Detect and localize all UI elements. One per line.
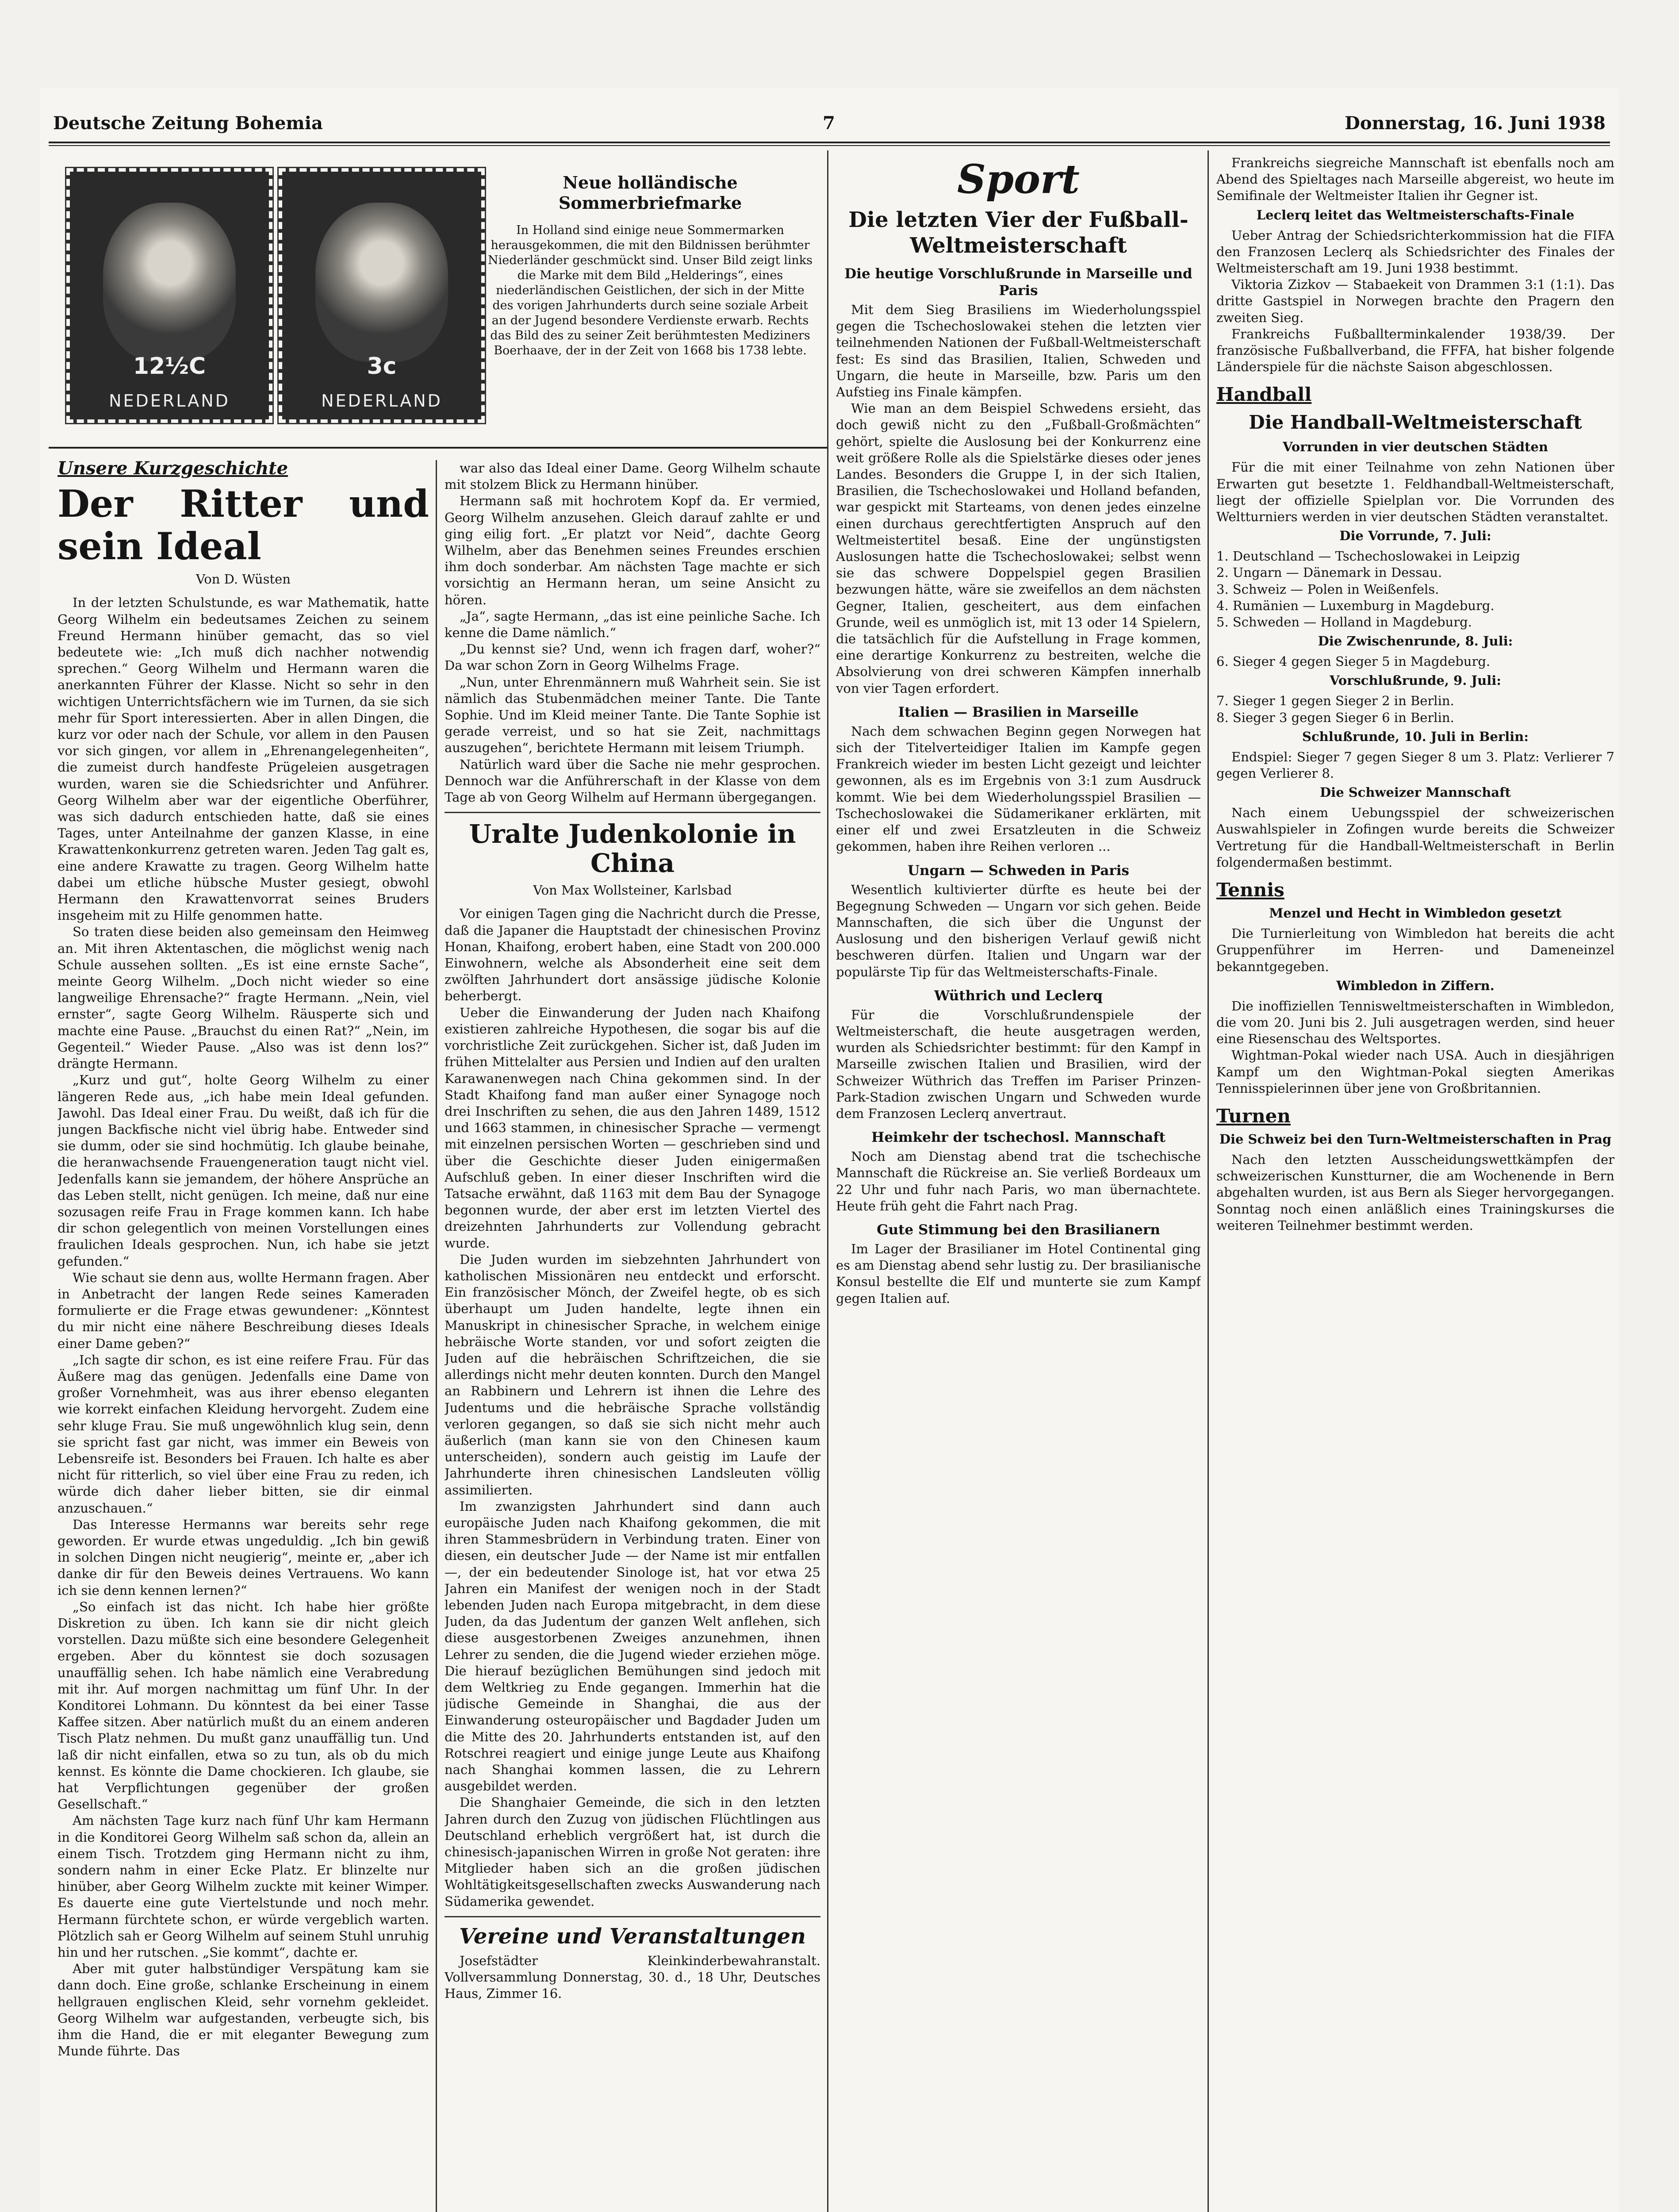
story-paragraph: Aber mit guter halbstündiger Verspätung kam sie dann doch. Eine große, schlanke Erscheinung in einem hellgrauen englischen Kleid, sehr vornehm gekleidet. Georg Wilhelm war aufgestanden, verbeugte sich, bis ihm die Hand, die er mit eleganter Bewegung zum Munde führte. Das [58,1961,429,2059]
fixture-item: 7. Sieger 1 gegen Sieger 2 in Berlin. [1216,693,1454,709]
section-head-handball: Handball [1216,384,1312,406]
wimbledon-text: Die inoffiziellen Tennisweltmeisterschaften in Wimbledon, die vom 20. Juni bis 2. Juli ausgetragen werden, sind heuer eine Riesenschau des Weltsportes. [1216,998,1614,1047]
vereine-notice: Josefstädter Kleinkinderbewahranstalt. Vollversammlung Donnerstag, 30. d., 18 Uhr, Deutsches Haus, Zimmer 16. [445,1953,820,2001]
return-report: Noch am Dienstag abend trat die tschechische Mannschaft die Rückreise an. Sie verließ Bordeaux um 22 Uhr und fuhr nach Paris, wo man übernachtete. Heute früh geht die Fahrt nach Prag. [836,1149,1201,1214]
stamp-image [66,168,272,423]
story-paragraph: „Ich sagte dir schon, es ist eine reifere Frau. Für das Äußere mag das genügen. Jedenfalls eine Dame von großer Vornehmheit, was aus ihrer ebenso eleganten wie korrekt einfachen Kleidung hervorgeht. Zudem eine sehr kluge Frau. Sie muß ungewöhnlich klug sein, denn sie spricht fast gar nicht, was immer ein Beweis von Lebensreife ist. Besonders bei Frauen. Ich halte es aber nicht für ritterlich, so viel über eine Frau zu reden, ich würde dich daher lieber bitten, sie dir einmal anzuschauen.“ [58,1352,429,1516]
sport-brief: Frankreichs Fußballterminkalender 1938/39. Der französische Fußballverband, die FFFA, hat bisher folgende Länderspiele für die nächste Saison abgeschlossen. [1216,326,1614,375]
story-paragraph: „So einfach ist das nicht. Ich habe hier größte Diskretion zu üben. Ich kann sie dir nicht gleich vorstellen. Dazu müßte sich eine besondere Gelegenheit ergeben. Aber du könntest sie doch sozusagen unauffällig sehen. Ich habe nämlich eine Verabredung mit ihr. Auf morgen nachmittag um fünf Uhr. In der Konditorei Lohmann. Du könntest da bei einer Tasse Kaffee sitzen. Aber natürlich mußt du an einem anderen Tisch Platz nehmen. Du mußt ganz unauffällig tun. Und laß dir nicht einfallen, etwa so zu tun, als ob du mich kennst. Es könnte die Dame chockieren. Ich glaube, sie hat Verpflichtungen gegenüber der großen Gesellschaft.“ [58,1599,429,1812]
handball-title: Die Handball-Weltmeisterschaft [1249,411,1582,434]
brief-title: Leclerq leitet das Weltmeisterschafts-Finale [1256,207,1575,223]
brief-title: Die Schweizer Mannschaft [1320,785,1511,800]
story-paragraph: In der letzten Schulstunde, es war Mathematik, hatte Georg Wilhelm ein bedeutsames Zeichen zu seinem Freund Hermann hinüber gemacht, das so viel bedeutete wie: „Ich muß dich nachher notwendig sprechen.“ Georg Wilhelm und Hermann waren die anerkannten Führer der Klasse. Nicht so sehr in den wichtigen Unterrichtsfächern wie im Turnen, da sie sich mehr für Sport interessierten. Aber in allen Dingen, die kurz vor oder nach der Schule, vor allem in den Pausen vor sich gingen, vor allem in „Ehrenangelegenheiten“, die zumeist durch handfeste Prügeleien ausgetragen wurden, waren sie die Schiedsrichter und Anführer. Georg Wilhelm aber war der eigentliche Oberführer, was sich dadurch entschieden hatte, daß sie eines Tages, unter Anteilnahme der ganzen Klasse, in eine Krawattenkonkurrenz getreten waren. Jeden Tag galt es, eine andere Krawatte zu tragen. Georg Wilhelm hatte dabei um etliche hübsche Muster gesiegt, obwohl Hermann den Krawattenvorrat seines Bruders insgeheim mit zu Hilfe genommen hatte. [58,595,429,923]
stamp-image [279,168,485,423]
section-head-turnen: Turnen [1216,1105,1291,1127]
sport-brief: Nach einem Uebungsspiel der schweizerischen Auswahlspieler in Zofingen wurde bereits die Schweizer Vertretung für die Handball-Weltmeisterschaft in Berlin folgendermaßen bestimmt. [1216,805,1614,870]
sport-brief: Ueber Antrag der Schiedsrichterkommission hat die FIFA den Franzosen Leclerq als Schiedsrichter des Finales der Weltmeisterschaft am 19. Juni 1938 bestimmt. [1216,227,1614,276]
section-title-vereine: Vereine und Veranstaltungen [459,1924,806,1949]
sport-brief: Frankreichs siegreiche Mannschaft ist ebenfalls noch am Abend des Spieltages nach Marseille abgereist, wo heute im Semifinale der Weltmeister Italien ihr Gegner ist. [1216,155,1614,204]
turnen-title: Die Schweiz bei den Turn-Weltmeisterschaften in Prag [1219,1131,1612,1147]
tennis-text: Die Turnierleitung von Wimbledon hat bereits die acht Gruppenführer im Herren- und Dameneinzel bekanntgegeben. [1216,926,1614,974]
match-report: Nach dem schwachen Beginn gegen Norwegen hat sich der Titelverteidiger Italien im Kampfe gegen Frankreich wieder im besten Licht gezeigt und leichter gewonnen, als es im Ergebnis von 3:1 zum Ausdruck kommt. Wie bei dem Wiederholungsspiel Brasilien — Tschechoslowakei die Südamerikaner erklärten, mit einer elf und zwei Ersatzleuten in die Schweiz gekommen, haben ihre Reihen verloren ... [836,723,1201,854]
fixture-item: 2. Ungarn — Dänemark in Dessau. [1216,565,1442,580]
fixture-item: 1. Deutschland — Tschechoslowakei in Leipzig [1216,549,1520,564]
round-label: Die Vorrunde, 7. Juli: [1339,528,1491,544]
story-column-2 [445,460,820,2212]
column-rule [436,460,437,2212]
portrait-image [103,203,236,362]
referee-title: Wüthrich und Leclerq [934,987,1103,1004]
story-paragraph: Das Interesse Hermanns war bereits sehr rege geworden. Er wurde etwas ungeduldig. „Ich bin gewiß in solchen Dingen nicht neugierig“, meinte er, „aber ich danke dir für den Beweis deines Vertrauens. Wo kann ich sie denn kennen lernen?“ [58,1517,429,1598]
story-paragraph: Hermann saß mit hochrotem Kopf da. Er vermied, Georg Wilhelm anzusehen. Gleich darauf zahlte er und ging eilig fort. „Er platzt vor Neid“, dachte Georg Wilhelm, aber das Benehmen seines Freundes erschien ihm doch sonderbar. Am nächsten Tage machte er sich vorsichtig an Hermann heran, um seine Ansicht zu hören. [445,493,820,607]
article-paragraph: Ueber die Einwanderung der Juden nach Khaifong existieren zahlreiche Hypothesen, die sogar bis auf die vorchristliche Zeit zurückgehen. Sicher ist, daß Juden im frühen Mittelalter aus Persien und Indien auf den uralten Karawanenwegen nach China gekommen sind. In der Stadt Khaifong fand man außer einer Synagoge noch drei Inschriften zu sehen, die aus den Jahren 1489, 1512 und 1663 stammen, in chinesischer Sprache — vermengt mit einzelnen persischen Worten — geschrieben sind und über die Geschichte dieser Juden einigermaßen Aufschluß geben. In einer dieser Inschriften wird die Tatsache erwähnt, daß 1163 mit dem Bau der Synagoge begonnen wurde, der aber erst im letzten Viertel des dreizehnten Jahrhunderts zur Vollendung gebracht wurde. [445,1005,820,1251]
fixture-item: 5. Schweden — Holland in Magdeburg. [1216,614,1472,630]
sport-brief: Viktoria Zizkov — Stabaekeit von Drammen 3:1 (1:1). Das dritte Gastspiel in Norwegen brachte den Pragern den zweiten Sieg. [1216,277,1614,325]
article-title-china: Uralte Judenkolonie in China [469,819,796,879]
article-paragraph: Die Juden wurden im siebzehnten Jahrhundert von katholischen Missionären neu entdeckt und erforscht. Ein französischer Mönch, der Zweifel hegte, ob es sich überhaupt um Juden handelte, legte ihnen ein Manuskript in chinesischer Sprache, in welchem einige hebräische Worte standen, vor und sofort zeigten die Juden auf die hebräischen Schriftzeichen, die sie allerdings nicht mehr deuten konnten. Durch den Mangel an Rabbinern und Lehrern ist ihnen die Lehre des Judentums und die hebräische Sprache vollständig verloren gegangen, so daß sie sich nicht mehr auch äußerlich (man kann sie von den Chinesen kaum unterscheiden), sondern auch geistig im Laufe der Jahrhunderte ihren chinesischen Landsleuten völlig assimilierten. [445,1252,820,1498]
return-title: Heimkehr der tschechosl. Mannschaft [871,1129,1165,1146]
fixture-item: 3. Schweiz — Polen in Weißenfels. [1216,581,1439,597]
column-rule [1208,150,1209,2212]
story-paragraph: war also das Ideal einer Dame. Georg Wilhelm schaute mit stolzem Blick zu Hermann hinüber. [445,461,820,492]
match-title: Ungarn — Schweden in Paris [908,862,1129,879]
referee-report: Für die Vorschlußrundenspiele der Weltmeisterschaft, die heute ausgetragen werden, wurden als Schiedsrichter bestimmt: für den Kampf in Marseille zwischen Italien und Brasilien, wird der Schweizer Wüthrich das Treffen im Pariser Prinzen-Park-Stadion zwischen Ungarn und Schweden wurde dem Franzosen Leclerq anvertraut. [836,1007,1201,1121]
brazil-report: Im Lager der Brasilianer im Hotel Continental ging es am Dienstag abend sehr lustig zu. Der brasilianische Konsul bestellte die Elf und munterte sie zum Kampf gegen Italien auf. [836,1241,1201,1306]
stamp-country: NEDERLAND [109,391,230,411]
sport-column-right [1216,155,1614,2212]
sport-paragraph: Wie man an dem Beispiel Schwedens ersieht, das doch gewiß nicht zu den „Fußball-Großmächten“ gehört, spielte die Auslosung bei der Konkurrenz eine weit größere Rolle als die Spielstärke dieses oder jenes Landes. Besonders die Gruppe I, in der sich Italien, Brasilien, die Tschechoslowakei und Holland befanden, war gespickt mit Starteams, von denen jedes einzelne einen durchaus gerechtfertigten Anspruch auf den Weltmeistertitel besaß. Eine der ungünstigsten Auslosungen hatte die Tschechoslowakei; selbst wenn sie das schwere Doppelspiel gegen Brasilien bezwungen hätte, wäre sie zweifellos an dem nächsten Gegner, Italien, gescheitert, aus dem einfachen Grunde, weil es unmöglich ist, mit 13 oder 14 Spielern, die tatsächlich für die Aufstellung in Frage kommen, eine derartige Konkurrenz zu bestreiten, welche die Absolvierung von drei schweren Kämpfen innerhalb von vier Tagen erfordert. [836,401,1201,696]
handball-subtitle: Vorrunden in vier deutschen Städten [1283,439,1548,455]
stamp-caption [487,173,814,358]
fixture-list [1216,693,1614,726]
round-label: Die Zwischenrunde, 8. Juli: [1318,634,1513,649]
fixture-item: 4. Rumänien — Luxemburg in Magdeburg. [1216,598,1495,613]
brazil-title: Gute Stimmung bei den Brasilianern [877,1221,1160,1238]
wimbledon-title: Wimbledon in Ziffern. [1336,978,1495,993]
article-byline-china: Von Max Wollsteiner, Karlsbad [533,883,732,898]
story-paragraph: „Kurz und gut“, holte Georg Wilhelm zu einer längeren Rede aus, „ich habe mein Ideal gefunden. Jawohl. Das Ideal einer Frau. Du weißt, daß ich für die jungen Backfische nicht viel übrig habe. Entweder sind sie dumm, oder sie sind hochmütig. Ich glaube beinahe, die heranwachsende Frauengeneration taugt nicht viel. Jedenfalls kann sie jemandem, der höhere Ansprüche an das Leben stellt, nicht genügen. Ich meine, daß nur eine sozusagen reife Frau in Frage kommen kann. Ich habe dir schon gelegentlich von meinen Vorstellungen eines fraulichen Ideals gesprochen. Nun, ich habe sie jetzt gefunden.“ [58,1072,429,1269]
tennis-title: Menzel und Hecht in Wimbledon gesetzt [1269,906,1562,921]
round-label: Vorschlußrunde, 9. Juli: [1330,673,1501,688]
sport-column [836,155,1201,2212]
sport-heading: Sport [957,156,1080,203]
article-paragraph: Im zwanzigsten Jahrhundert sind dann auch europäische Juden nach Khaifong gekommen, die mit ihren Stammesbrüdern in Verbindung traten. Einer von diesen, ein deutscher Jude — der Name ist mir entfallen —, der ein bedeutender Sinologe ist, hat vor etwa 25 Jahren ein Manifest der wenigen noch in der Stadt lebenden Juden nach Europa mitgebracht, in dem diese Juden, da das Judentum der ganzen Welt anflehen, sich diese ausgestorbenen Zweiges anzunehmen, ihnen Lehrer zu senden, die die Jugend wieder erziehen möge. Die hierauf bezüglichen Bemühungen sind jedoch mit dem Weltkrieg zu Ende gegangen. Immerhin hat die jüdische Gemeinde in Shanghai, die aus der Einwanderung osteuropäischer und Bagdader Juden um die Mitte des 20. Jahrhunderts entstanden ist, auf den Rotschrei reagiert und einige junge Leute aus Khaifong nach Shanghai kommen lassen, die zu Lehrern ausgebildet werden. [445,1498,820,1794]
turnen-text: Nach den letzten Ausscheidungswettkämpfen der schweizerischen Kunstturner, die am Wochenende in Bern abgehalten wurden, ist aus Bern als Sieger hervorgegangen. Sonntag noch einen anläßlich eines Trainingskurses die weiteren Teilnehmer bestimmt werden. [1216,1152,1614,1233]
story-column-1 [58,460,429,2212]
handball-text: Für die mit einer Teilnahme von zehn Nationen über Erwarten gut besetzte 1. Feldhandball-Weltmeisterschaft, liegt der offizielle Spielplan vor. Die Vorrunden des Weltturniers werden in vier deutschen Städten veranstaltet. [1216,460,1614,525]
header-rule [49,142,1610,143]
fixture-list [1216,548,1614,630]
fixture-list [1216,653,1614,670]
portrait-image [315,203,448,362]
story-paragraph: Natürlich ward über die Sache nie mehr gesprochen. Dennoch war die Anführerschaft in der Klasse von dem Tage ab von Georg Wilhelm auf Hermann übergegangen. [445,757,820,805]
newspaper-name: Deutsche Zeitung Bohemia [53,113,323,134]
article-paragraph: Vor einigen Tagen ging die Nachricht durch die Presse, daß die Japaner die Hauptstadt der chinesischen Provinz Honan, Khaifong, erobert haben, eine Stadt von 200.000 Einwohnern, welche als Absonderheit eine seit dem zwölften Jahrhundert dort ansässige jüdische Kolonie beherbergt. [445,906,820,1004]
story-paragraph: Wie schaut sie denn aus, wollte Hermann fragen. Aber in Anbetracht der langen Rede seines Kameraden formulierte er die Frage etwas gewundener: „Könntest du mir nicht eine nähere Beschreibung dieses Ideals einer Dame geben?“ [58,1270,429,1351]
caption-title: Neue holländische Sommerbriefmarke [558,173,742,213]
fixture-item: 6. Sieger 4 gegen Sieger 5 in Magdeburg. [1216,654,1491,669]
article-paragraph: Die Shanghaier Gemeinde, die sich in den letzten Jahren durch den Zuzug von jüdischen Flüchtlingen aus Deutschland erheblich vergrößert hat, ist durch die chinesisch-japanischen Wirren in große Not geraten: ihre Mitglieder haben sich an die großen jüdischen Wohltätigkeitsgesellschaften zwecks Auswanderung nach Südamerika gewendet. [445,1795,820,1909]
round-label: Schlußrunde, 10. Juli in Berlin: [1302,729,1529,744]
story-paragraph: Am nächsten Tage kurz nach fünf Uhr kam Hermann in die Konditorei Georg Wilhelm saß schon da, allein an einem Tisch. Trotzdem ging Hermann nicht zu ihm, sondern nahm in einer Ecke Platz. Er blinzelte nur hinüber, aber Georg Wilhelm zuckte mit keiner Wimper. Es dauerte eine gute Viertelstunde und noch mehr. Hermann fürchtete schon, er würde vergeblich warten. Plötzlich sah er Georg Wilhelm auf seinem Stuhl unruhig hin und her rutschen. „Sie kommt“, dachte er. [58,1813,429,1960]
stamp-value: 3c [367,353,397,380]
match-report: Wesentlich kultivierter dürfte es heute bei der Begegnung Schweden — Ungarn vor sich gehen. Beide Mannschaften, die sich über die Ungunst der Auslosung und den bisherigen Verlauf gewiß nicht beschweren dürfen. Italien und Ungarn war der populärste Tip für das Weltmeisterschafts-Finale. [836,882,1201,979]
stamp-country: NEDERLAND [321,391,442,411]
wightman-text: Wightman-Pokal wieder nach USA. Auch in diesjährigen Kampf um den Wightman-Pokal siegten Amerikas Tennisspielerinnen über jene von Großbritannien. [1216,1048,1614,1096]
section-rule [49,447,827,449]
fixture-item: 8. Sieger 3 gegen Sieger 6 in Berlin. [1216,710,1454,725]
story-paragraph: „Nun, unter Ehrenmännern muß Wahrheit sein. Sie ist nämlich das Stubenmädchen meiner Tante. Die Tante Sophie. Und im Kleid meiner Tante. Die Tante Sophie ist gerade verreist, und so hat sie Zeit, nachmittags auszugehen“, berichtete Hermann mit leisem Triumph. [445,674,820,756]
story-byline: Von D. Wüsten [196,572,291,587]
story-paragraph: „Ja“, sagte Hermann, „das ist eine peinliche Sache. Ich kenne die Dame nämlich.“ [445,608,820,641]
issue-date: Donnerstag, 16. Juni 1938 [1345,113,1606,134]
sport-main-title: Die letzten Vier der Fußball-Weltmeisterschaft [848,207,1188,258]
final-text: Endspiel: Sieger 7 gegen Sieger 8 um 3. Platz: Verlierer 7 gegen Verlierer 8. [1216,749,1614,781]
caption-text: In Holland sind einige neue Sommermarken herausgekommen, die mit den Bildnissen berühmter Niederländer geschmückt sind. Unser Bild zeigt links die Marke mit dem Bild „Helderings“, eines niederländischen Geistlichen, der sich in der Mitte des vorigen Jahrhunderts durch seine soziale Arbeit an der Jugend besondere Verdienste erwarb. Rechts das Bild des zu seiner Zeit berühmtesten Mediziners Boerhaave, der in der Zeit von 1668 bis 1738 lebte. [487,223,813,357]
story-kicker: Unsere Kurzgeschichte [58,460,288,479]
match-title: Italien — Brasilien in Marseille [898,704,1139,720]
sport-main-subtitle: Die heutige Vorschlußrunde in Marseille und Paris [844,266,1192,299]
story-title: Der Ritter und sein Ideal [58,482,429,568]
section-head-tennis: Tennis [1216,879,1284,901]
column-rule [827,150,828,2212]
page-header [53,113,1606,139]
story-paragraph: So traten diese beiden also gemeinsam den Heimweg an. Mit ihren Aktentaschen, die möglichst wenig nach Schule aussehen sollten. „Es ist eine ernste Sache“, meinte Georg Wilhelm. „Doch nicht wieder so eine langweilige Ehrensache?“ fragte Hermann. „Nein, viel ernster“, sagte Georg Wilhelm. Räusperte sich und machte eine Pause. „Brauchst du einen Rat?“ „Nein, im Gegenteil.“ Wieder Pause. „Also was ist denn los?“ drängte Hermann. [58,924,429,1071]
stamp-value: 12½C [133,353,206,380]
sport-paragraph: Mit dem Sieg Brasiliens im Wiederholungsspiel gegen die Tschechoslowakei stehen die letzten vier teilnehmenden Nationen der Fußball-Weltmeisterschaft fest: Es sind das Brasilien, Italien, Schweden und Ungarn, die heute in Marseille, bzw. Paris um den Aufstieg ins Finale kämpfen. [836,302,1201,400]
story-paragraph: „Du kennst sie? Und, wenn ich fragen darf, woher?“ Da war schon Zorn in Georg Wilhelms Frage. [445,641,820,673]
header-rule-thin [49,145,1610,146]
page-number: 7 [823,113,835,134]
